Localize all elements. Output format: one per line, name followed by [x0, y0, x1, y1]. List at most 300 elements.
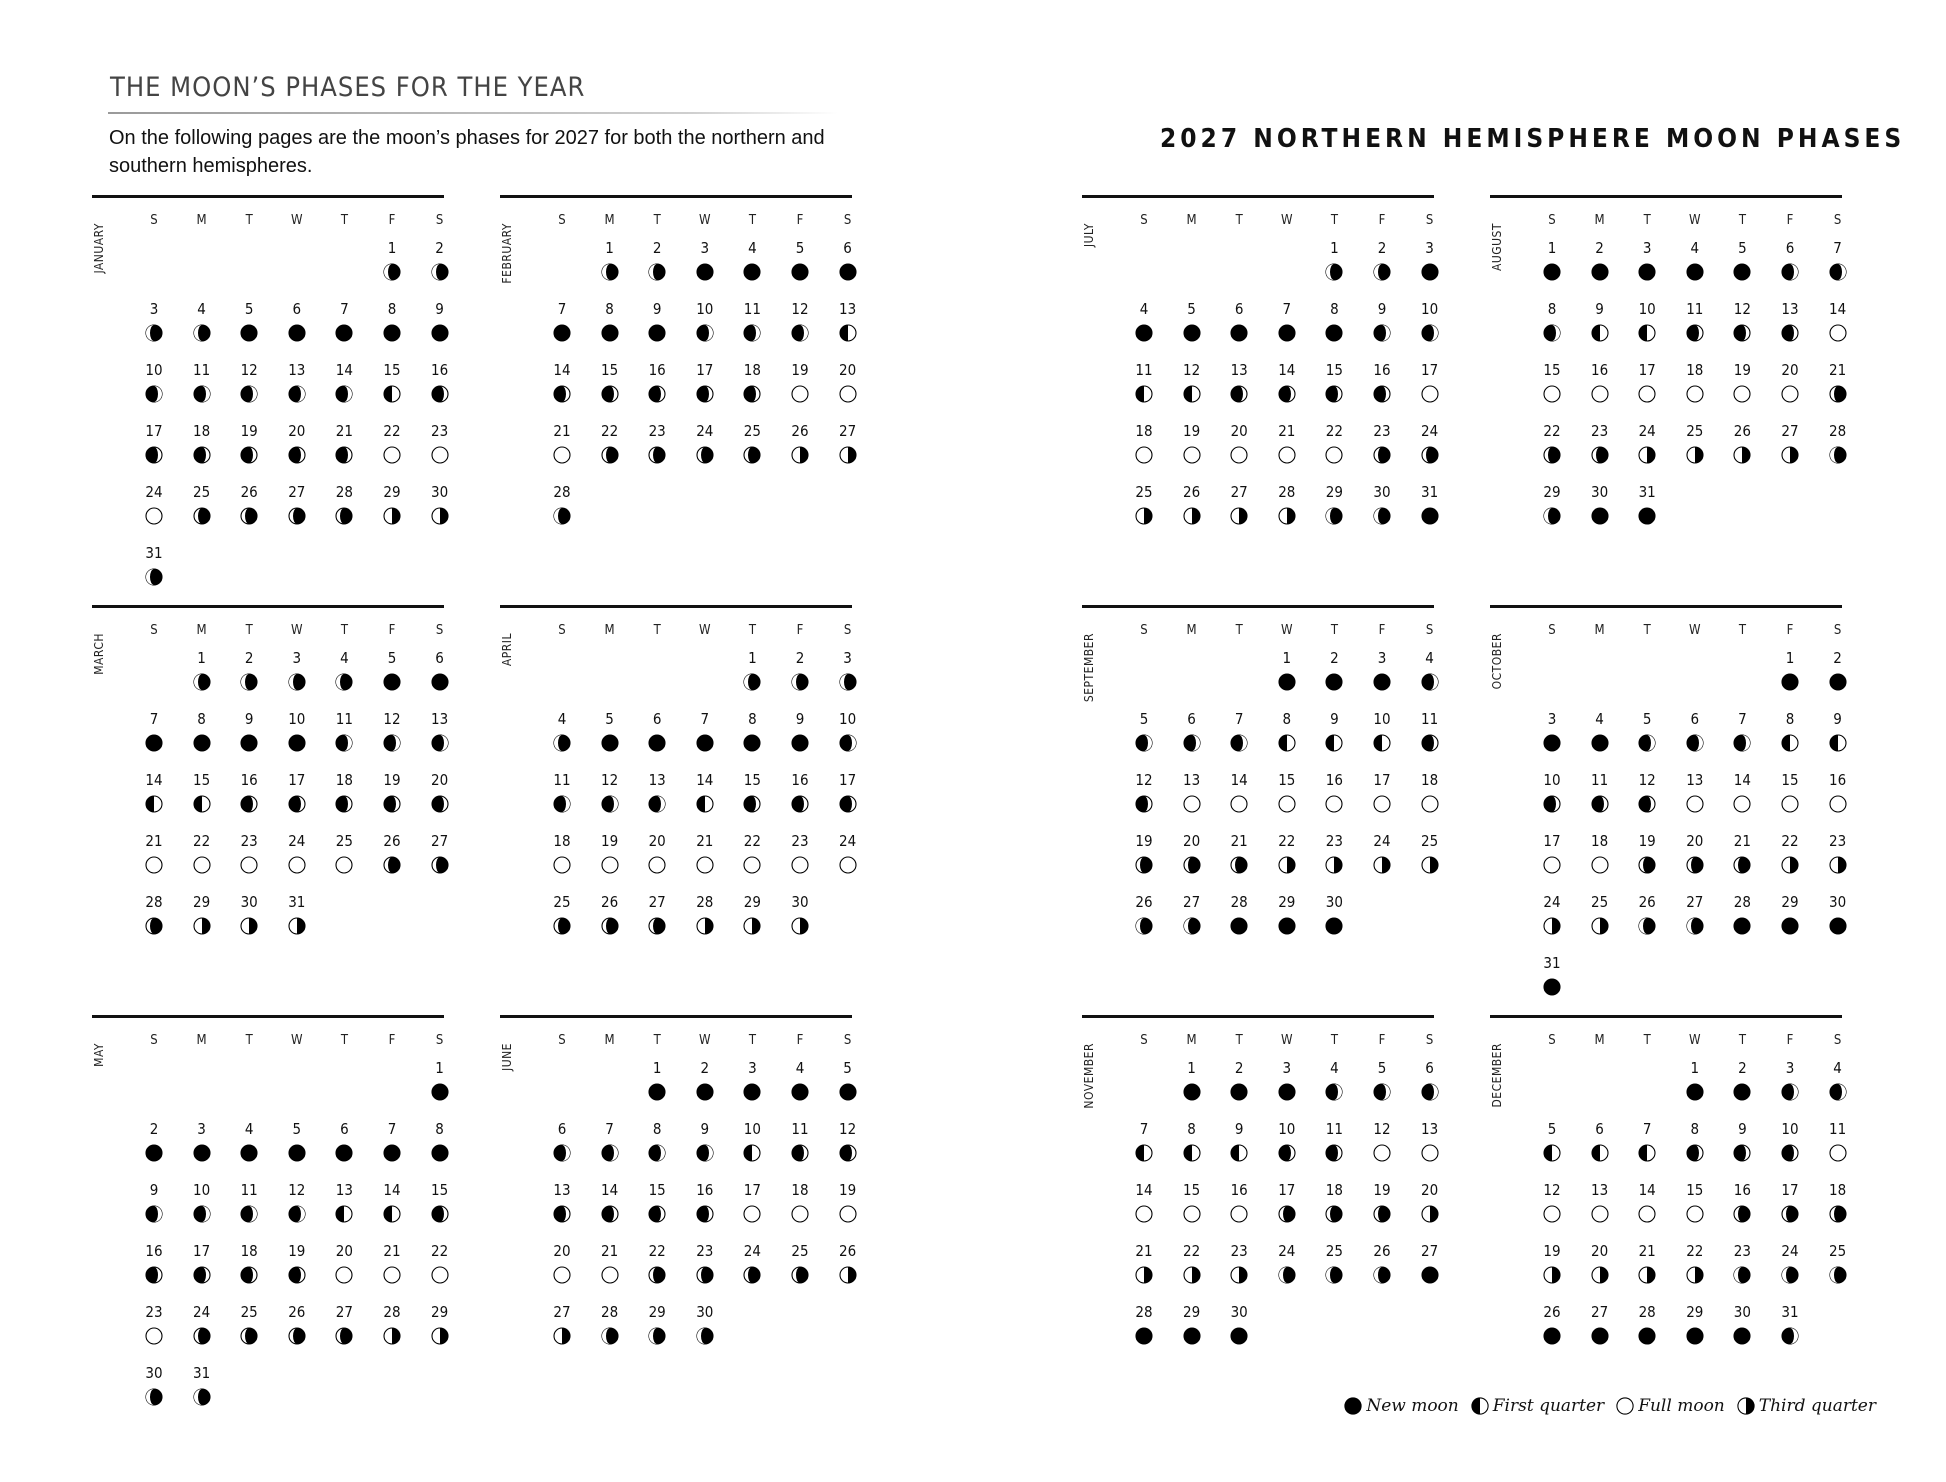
day-number: 2 — [435, 239, 444, 257]
day-cell — [687, 1303, 723, 1349]
day-number: 29 — [648, 1303, 666, 1321]
day-number: 14 — [1230, 771, 1248, 789]
day-cell — [422, 300, 458, 346]
day-number: 6 — [340, 1120, 349, 1138]
day-number: 11 — [743, 300, 761, 318]
weekday-header: T — [1330, 213, 1338, 228]
day-cell — [136, 1181, 172, 1227]
day-cell — [1126, 361, 1162, 407]
day-number: 16 — [145, 1242, 163, 1260]
day-cell — [136, 1364, 172, 1410]
day-cell — [544, 1242, 580, 1288]
day-number: 17 — [696, 361, 714, 379]
moon-phase-wx-icon — [1278, 385, 1296, 403]
weekday-header: T — [340, 1033, 348, 1048]
moon-phase-wn-icon — [193, 507, 211, 525]
day-cell — [1820, 1181, 1856, 1227]
day-number: 25 — [743, 422, 761, 440]
moon-phase-wc-icon — [288, 1205, 306, 1223]
day-cell — [639, 361, 675, 407]
day-cell — [1316, 1242, 1352, 1288]
moon-phase-wn-icon — [1543, 446, 1561, 464]
day-number: 18 — [1135, 422, 1153, 440]
moon-phase-wa-icon — [743, 673, 761, 691]
day-cell — [1724, 1303, 1760, 1349]
day-cell — [374, 239, 410, 285]
day-number: 9 — [1595, 300, 1604, 318]
moon-phase-wa-icon — [193, 673, 211, 691]
day-cell — [1677, 893, 1713, 939]
day-number: 25 — [1591, 893, 1609, 911]
day-cell — [639, 1242, 675, 1288]
day-number: 24 — [193, 1303, 211, 1321]
moon-phase-wx-icon — [193, 446, 211, 464]
moon-phase-full-icon — [1733, 385, 1751, 403]
moon-phase-wn-icon — [1638, 856, 1656, 874]
moon-phase-fq-icon — [1373, 734, 1391, 752]
moon-phase-tq-icon — [1638, 446, 1656, 464]
day-number: 6 — [1690, 710, 1700, 728]
moon-phase-new-icon — [383, 1144, 401, 1162]
day-number: 26 — [1373, 1242, 1391, 1260]
moon-phase-wc-icon — [1325, 1083, 1343, 1101]
day-number: 26 — [1183, 483, 1201, 501]
day-cell — [734, 832, 770, 878]
day-cell — [782, 1059, 818, 1105]
moon-phase-full-icon — [145, 507, 163, 525]
moon-phase-full-icon — [431, 1266, 449, 1284]
day-cell — [1364, 832, 1400, 878]
moon-phase-full-icon — [553, 446, 571, 464]
day-number: 16 — [696, 1181, 714, 1199]
moon-phase-wa-icon — [1373, 1266, 1391, 1284]
day-cell — [136, 544, 172, 590]
moon-phase-wx-icon — [1230, 385, 1248, 403]
weekday-header: M — [196, 213, 207, 228]
day-number: 18 — [1686, 361, 1704, 379]
moon-phase-full-icon — [1230, 446, 1248, 464]
day-cell — [734, 649, 770, 695]
weekday-header: F — [1786, 623, 1794, 638]
day-number: 20 — [1781, 361, 1799, 379]
moon-phase-full-icon — [1325, 446, 1343, 464]
moon-phase-tq-icon — [553, 1327, 571, 1345]
day-cell — [1772, 893, 1808, 939]
day-cell — [279, 710, 315, 756]
day-number: 2 — [244, 649, 254, 667]
weekday-header: S — [1833, 623, 1842, 638]
moon-phase-wn-icon — [288, 507, 306, 525]
day-number: 1 — [1187, 1059, 1196, 1077]
day-cell — [830, 649, 866, 695]
moon-phase-wx-icon — [240, 1266, 258, 1284]
day-number: 25 — [193, 483, 211, 501]
day-number: 4 — [1833, 1059, 1842, 1077]
day-number: 16 — [648, 361, 666, 379]
moon-phase-wn-icon — [1373, 446, 1391, 464]
full-moon-icon — [1616, 1397, 1634, 1415]
moon-phase-fq-icon — [1543, 1144, 1561, 1162]
moon-phase-new-icon — [1421, 263, 1439, 281]
weekday-header: S — [435, 623, 444, 638]
day-cell — [1582, 422, 1618, 468]
day-number: 3 — [197, 1120, 206, 1138]
moon-phase-wx-icon — [1373, 385, 1391, 403]
moon-phase-wx-icon — [1543, 795, 1561, 813]
day-number: 22 — [431, 1242, 449, 1260]
day-cell — [1316, 893, 1352, 939]
day-number: 13 — [839, 300, 857, 318]
moon-phase-wn-icon — [1278, 1205, 1296, 1223]
day-cell — [782, 361, 818, 407]
weekday-header: T — [653, 213, 661, 228]
day-cell — [1412, 1181, 1448, 1227]
moon-phase-tq-icon — [1373, 856, 1391, 874]
day-number: 21 — [1733, 832, 1751, 850]
weekday-header: W — [291, 1033, 303, 1048]
moon-phase-wc-icon — [288, 385, 306, 403]
day-number: 13 — [648, 771, 666, 789]
day-cell — [1629, 1181, 1665, 1227]
moon-phase-new-icon — [1543, 734, 1561, 752]
moon-phase-wx-icon — [240, 795, 258, 813]
day-cell — [1269, 1242, 1305, 1288]
weekday-header: S — [1140, 623, 1148, 638]
day-number: 10 — [1543, 771, 1561, 789]
legend-label: Full moon — [1638, 1396, 1725, 1416]
day-cell — [1820, 771, 1856, 817]
moon-phase-wx-icon — [696, 1205, 714, 1223]
day-cell — [1772, 710, 1808, 756]
moon-phase-wa-icon — [145, 1388, 163, 1406]
moon-phase-fq-icon — [383, 1205, 401, 1223]
day-cell — [1316, 361, 1352, 407]
moon-phase-wa-icon — [1135, 917, 1153, 935]
day-cell — [1677, 771, 1713, 817]
day-number: 22 — [1686, 1242, 1704, 1260]
weekday-header: M — [1186, 213, 1197, 228]
moon-phase-wn-icon — [431, 856, 449, 874]
moon-phase-new-icon — [696, 263, 714, 281]
day-number: 14 — [1278, 361, 1296, 379]
moon-phase-new-icon — [1278, 917, 1296, 935]
day-number: 21 — [601, 1242, 619, 1260]
day-cell — [422, 483, 458, 529]
day-number: 4 — [1595, 710, 1604, 728]
day-number: 16 — [1230, 1181, 1248, 1199]
day-cell — [1221, 710, 1257, 756]
day-cell — [1534, 1120, 1570, 1166]
moon-phase-fq-icon — [1781, 734, 1799, 752]
moon-phase-fq-icon — [839, 324, 857, 342]
day-cell — [1126, 893, 1162, 939]
day-cell — [1269, 1181, 1305, 1227]
day-cell — [1364, 649, 1400, 695]
day-number: 26 — [839, 1242, 857, 1260]
moon-phase-wc-icon — [1829, 1083, 1847, 1101]
day-cell — [1269, 893, 1305, 939]
moon-phase-tq-icon — [193, 917, 211, 935]
day-number: 16 — [1373, 361, 1391, 379]
moon-phase-wx-icon — [431, 385, 449, 403]
day-cell — [734, 893, 770, 939]
moon-phase-fq-icon — [1135, 1144, 1153, 1162]
day-cell — [1582, 832, 1618, 878]
day-number: 27 — [553, 1303, 571, 1321]
day-number: 2 — [1377, 239, 1387, 257]
day-number: 7 — [1234, 710, 1244, 728]
day-cell — [734, 422, 770, 468]
month-name: OCTOBER — [1490, 633, 1504, 690]
day-cell — [136, 832, 172, 878]
day-cell — [184, 361, 220, 407]
moon-phase-wx-icon — [1421, 734, 1439, 752]
day-number: 14 — [383, 1181, 401, 1199]
day-number: 5 — [1377, 1059, 1387, 1077]
moon-phase-new-icon — [791, 263, 809, 281]
day-cell — [1269, 1059, 1305, 1105]
weekday-header: W — [1689, 623, 1701, 638]
day-cell — [782, 1242, 818, 1288]
day-cell — [279, 1303, 315, 1349]
moon-phase-wa-icon — [791, 673, 809, 691]
moon-phase-full-icon — [1421, 385, 1439, 403]
moon-phase-wx-icon — [1686, 324, 1704, 342]
day-number: 25 — [1135, 483, 1153, 501]
day-number: 14 — [1829, 300, 1847, 318]
day-number: 23 — [1733, 1242, 1751, 1260]
day-cell — [1269, 771, 1305, 817]
day-cell — [1364, 1120, 1400, 1166]
day-cell — [687, 239, 723, 285]
day-number: 10 — [193, 1181, 211, 1199]
moon-phase-wc-icon — [601, 1144, 619, 1162]
day-number: 21 — [1638, 1242, 1656, 1260]
moon-phase-fq-icon — [696, 795, 714, 813]
moon-phase-wa-icon — [648, 263, 666, 281]
day-cell — [687, 300, 723, 346]
day-cell — [136, 300, 172, 346]
day-cell — [1316, 483, 1352, 529]
day-cell — [326, 710, 362, 756]
month-name: NOVEMBER — [1082, 1043, 1096, 1109]
intro-text: On the following pages are the moon’s phases for 2027 for both the northern and southern hemispheres. — [109, 127, 825, 177]
day-cell — [592, 771, 628, 817]
moon-phase-wn-icon — [240, 1327, 258, 1345]
day-cell — [734, 300, 770, 346]
day-number: 9 — [1833, 710, 1842, 728]
day-number: 1 — [605, 239, 614, 257]
day-cell — [1724, 1242, 1760, 1288]
moon-phase-wn-icon — [1373, 1205, 1391, 1223]
day-cell — [1677, 1059, 1713, 1105]
day-number: 26 — [1135, 893, 1153, 911]
moon-phase-new-icon — [1686, 263, 1704, 281]
day-cell — [544, 300, 580, 346]
moon-phase-wn-icon — [601, 446, 619, 464]
moon-phase-full-icon — [1638, 1205, 1656, 1223]
weekday-header: T — [245, 623, 253, 638]
day-cell — [639, 300, 675, 346]
day-cell — [1724, 1181, 1760, 1227]
moon-phase-wc-icon — [1373, 324, 1391, 342]
day-cell — [782, 1120, 818, 1166]
moon-phase-full-icon — [1183, 446, 1201, 464]
moon-phase-tq-icon — [696, 917, 714, 935]
day-cell — [1582, 483, 1618, 529]
day-cell — [184, 893, 220, 939]
day-cell — [1412, 649, 1448, 695]
weekday-header: S — [1425, 213, 1434, 228]
day-number: 2 — [652, 239, 662, 257]
moon-phase-wn-icon — [696, 1266, 714, 1284]
day-cell — [184, 649, 220, 695]
day-cell — [1364, 1181, 1400, 1227]
weekday-header: T — [1643, 623, 1651, 638]
day-cell — [592, 422, 628, 468]
moon-phase-tq-icon — [791, 446, 809, 464]
weekday-header: T — [748, 623, 756, 638]
day-cell — [830, 1120, 866, 1166]
moon-phase-wx-icon — [1781, 324, 1799, 342]
day-number: 22 — [383, 422, 401, 440]
day-cell — [592, 1303, 628, 1349]
day-cell — [1221, 300, 1257, 346]
day-number: 1 — [1547, 239, 1557, 257]
day-cell — [687, 710, 723, 756]
moon-phase-wa-icon — [145, 568, 163, 586]
moon-phase-wn-icon — [335, 1327, 353, 1345]
day-number: 13 — [431, 710, 449, 728]
day-cell — [279, 832, 315, 878]
day-number: 17 — [743, 1181, 761, 1199]
weekday-header: T — [1330, 623, 1338, 638]
moon-phase-wc-icon — [1230, 734, 1248, 752]
moon-phase-wc-icon — [335, 385, 353, 403]
day-cell — [1820, 649, 1856, 695]
day-number: 17 — [1373, 771, 1391, 789]
day-number: 18 — [553, 832, 571, 850]
day-cell — [231, 483, 267, 529]
day-number: 20 — [1421, 1181, 1439, 1199]
moon-phase-wa-icon — [1325, 507, 1343, 525]
moon-phase-new-icon — [1733, 917, 1751, 935]
day-number: 18 — [193, 422, 211, 440]
day-cell — [1534, 483, 1570, 529]
day-number: 18 — [1325, 1181, 1343, 1199]
day-number: 1 — [197, 649, 206, 667]
moon-phase-new-icon — [1591, 263, 1609, 281]
weekday-header: S — [1425, 1033, 1434, 1048]
day-number: 2 — [1833, 649, 1842, 667]
moon-phase-new-icon — [1278, 324, 1296, 342]
day-cell — [231, 1181, 267, 1227]
day-cell — [687, 1120, 723, 1166]
day-cell — [1629, 483, 1665, 529]
third-quarter-moon-icon — [1737, 1397, 1755, 1415]
day-cell — [592, 300, 628, 346]
day-number: 31 — [1781, 1303, 1799, 1321]
day-cell — [1820, 1120, 1856, 1166]
moon-phase-wc-icon — [648, 795, 666, 813]
moon-phase-wx-icon — [1325, 1144, 1343, 1162]
day-cell — [1629, 771, 1665, 817]
moon-phase-wn-icon — [696, 446, 714, 464]
moon-phase-new-icon — [553, 324, 571, 342]
day-cell — [422, 771, 458, 817]
day-cell — [1820, 1059, 1856, 1105]
day-number: 29 — [1325, 483, 1343, 501]
day-number: 11 — [1135, 361, 1153, 379]
moon-phase-full-icon — [1829, 795, 1847, 813]
day-number: 7 — [1833, 239, 1842, 257]
weekday-header: W — [699, 1033, 711, 1048]
moon-phase-new-icon — [288, 1144, 306, 1162]
day-number: 15 — [1278, 771, 1296, 789]
day-number: 12 — [288, 1181, 306, 1199]
day-number: 11 — [1325, 1120, 1343, 1138]
day-number: 30 — [240, 893, 258, 911]
day-number: 10 — [288, 710, 306, 728]
moon-phase-wa-icon — [601, 263, 619, 281]
moon-phase-wn-icon — [1183, 856, 1201, 874]
day-number: 6 — [1785, 239, 1795, 257]
moon-phase-new-icon — [696, 734, 714, 752]
day-number: 30 — [145, 1364, 163, 1382]
day-number: 31 — [288, 893, 306, 911]
day-cell — [1677, 1242, 1713, 1288]
weekday-header: W — [1689, 1033, 1701, 1048]
moon-phase-wn-icon — [383, 856, 401, 874]
moon-phase-wx-icon — [1591, 795, 1609, 813]
moon-phase-wx-icon — [743, 385, 761, 403]
day-cell — [830, 300, 866, 346]
moon-phase-new-icon — [145, 734, 163, 752]
day-number: 19 — [240, 422, 258, 440]
day-number: 27 — [1781, 422, 1799, 440]
day-cell — [1174, 300, 1210, 346]
moon-phase-tq-icon — [1325, 856, 1343, 874]
moon-phase-wx-icon — [1781, 1144, 1799, 1162]
day-number: 28 — [1733, 893, 1751, 911]
phase-legend — [1344, 1396, 1876, 1416]
weekday-header: T — [748, 1033, 756, 1048]
day-cell — [1534, 832, 1570, 878]
day-number: 19 — [839, 1181, 857, 1199]
day-number: 7 — [1738, 710, 1747, 728]
moon-phase-wa-icon — [1183, 917, 1201, 935]
day-cell — [1724, 239, 1760, 285]
northern-hemisphere-title: 2027 NORTHERN HEMISPHERE MOON PHASES — [1160, 124, 1906, 154]
day-number: 3 — [149, 300, 159, 318]
moon-phase-wn-icon — [648, 446, 666, 464]
moon-phase-wa-icon — [335, 673, 353, 691]
moon-phase-wn-icon — [193, 1327, 211, 1345]
day-cell — [1174, 1242, 1210, 1288]
weekday-header: S — [1140, 1033, 1148, 1048]
legend-first-quarter — [1471, 1396, 1604, 1416]
day-number: 19 — [383, 771, 401, 789]
day-number: 24 — [1278, 1242, 1296, 1260]
day-cell — [1174, 832, 1210, 878]
day-number: 4 — [340, 649, 349, 667]
weekday-header: F — [796, 213, 804, 228]
moon-phase-new-icon — [383, 324, 401, 342]
day-cell — [1364, 483, 1400, 529]
moon-phase-full-icon — [1733, 795, 1751, 813]
day-number: 23 — [1829, 832, 1847, 850]
day-number: 23 — [1325, 832, 1343, 850]
